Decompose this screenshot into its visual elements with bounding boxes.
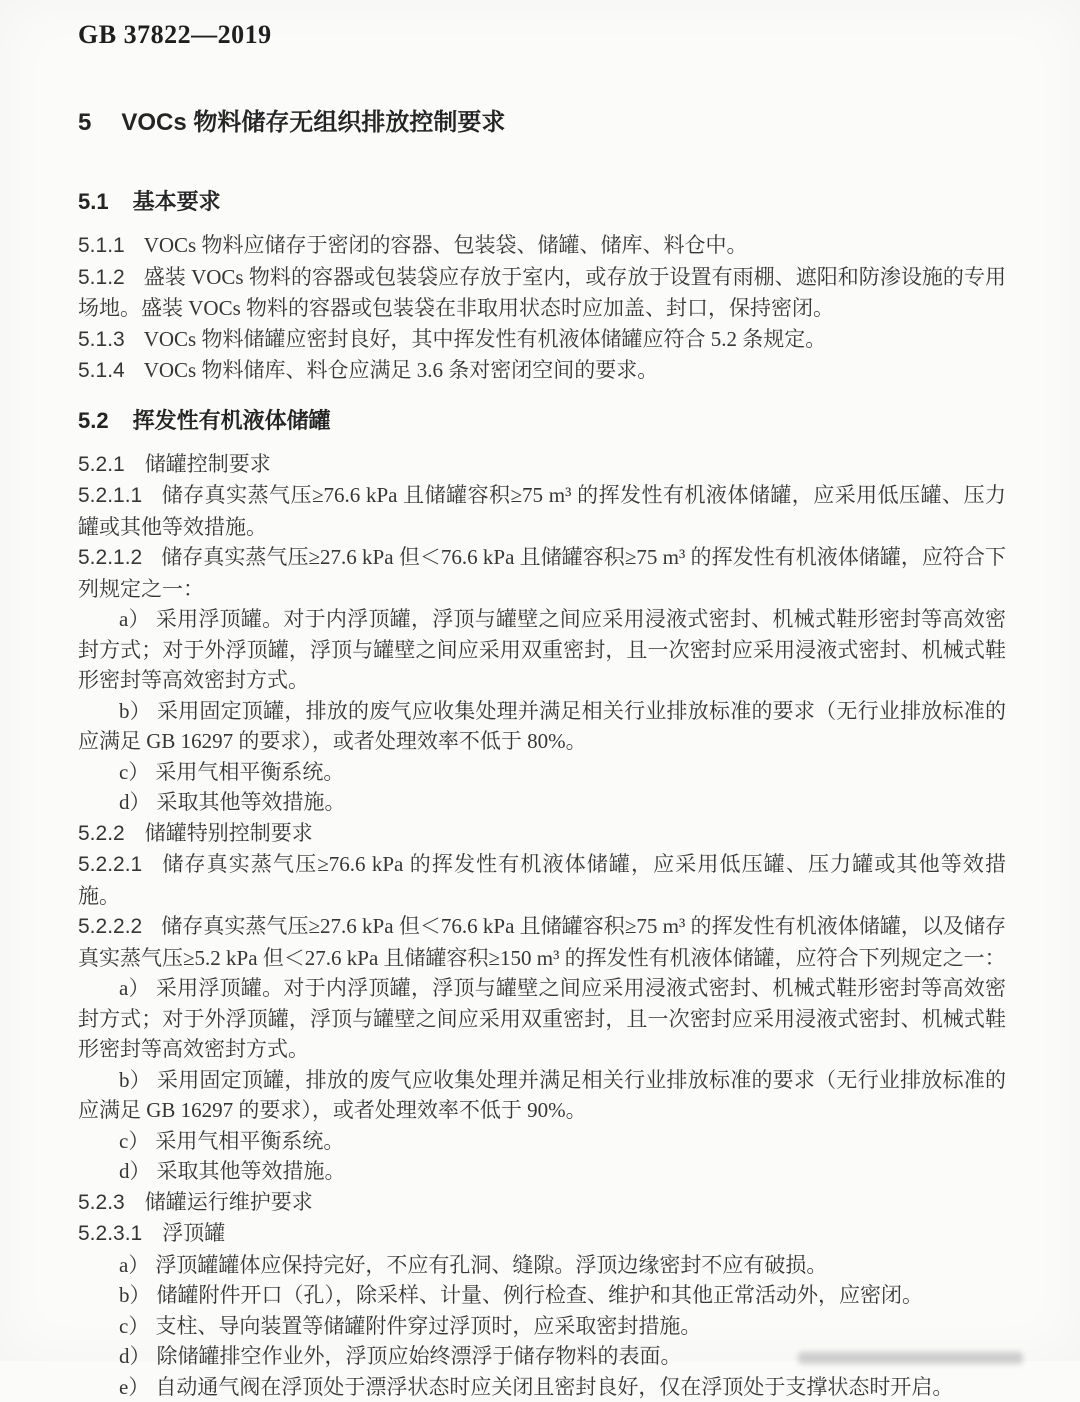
subsection-5.2.3: [78, 1187, 1006, 1219]
list-item-a-1: [78, 604, 1006, 696]
clause-title-text: VOCs 物料储库、料仓应满足 3.6 条对密闭空间的要求。: [144, 358, 659, 382]
list-item-text: 采用气相平衡系统。: [155, 1129, 344, 1153]
clause-title-text: 储存真实蒸气压≥27.6 kPa 但＜76.6 kPa 且储罐容积≥75 m³ 的挥发性有机液体储罐，以及储存真实蒸气压≥5.2 kPa 但＜27.6 kPa 且储罐容积≥150 m³ 的挥发性有机液体储罐，应符合下列规定之一：: [78, 914, 1006, 970]
clause-title-text: VOCs 物料储罐应密封良好，其中挥发性有机液体储罐应符合 5.2 条规定。: [144, 327, 827, 351]
list-item-label: c）: [119, 760, 149, 784]
scan-smudge-artifact: [798, 1352, 1023, 1364]
section-title-text: 挥发性有机液体储罐: [133, 408, 331, 433]
clause-5.1.1: [78, 230, 1006, 262]
section-5.1: [78, 185, 1006, 216]
list-item-b-3: [78, 1280, 1006, 1311]
subsection-title-text: 浮顶罐: [162, 1221, 225, 1245]
list-item-text: 采取其他等效措施。: [157, 790, 346, 814]
list-item-text: 支柱、导向装置等储罐附件穿过浮顶时，应采取密封措施。: [155, 1314, 701, 1338]
clause-5.1.3: [78, 324, 1006, 356]
list-item-text: 采用浮顶罐。对于内浮顶罐，浮顶与罐壁之间应采用浸液式密封、机械式鞋形密封等高效密封方式；对于外浮顶罐，浮顶与罐壁之间应采用双重密封，且一次密封应采用浸液式密封、机械式鞋形密封等高效密封方式。: [78, 607, 1006, 692]
list-item-label: d）: [119, 1344, 151, 1368]
clause-number: 5.2.3: [78, 1191, 125, 1214]
standard-number-header: GB 37822—2019: [78, 20, 1006, 50]
list-item-e-1: [78, 1372, 1006, 1402]
subsection-title-text: 储罐控制要求: [145, 452, 271, 476]
clause-5.1.4: [78, 355, 1006, 387]
clause-5.1.2: [78, 262, 1006, 324]
clause-title-text: VOCs 物料应储存于密闭的容器、包装袋、储罐、储库、料仓中。: [144, 233, 748, 257]
list-item-label: c）: [119, 1129, 149, 1153]
list-item-text: 采用固定顶罐，排放的废气应收集处理并满足相关行业排放标准的要求（无行业排放标准的应满足 GB 16297 的要求），或者处理效率不低于 90%。: [78, 1068, 1006, 1123]
list-item-label: a）: [119, 1253, 149, 1277]
clause-number: 5.2.1.2: [78, 546, 142, 569]
list-item-text: 除储罐排空作业外，浮顶应始终漂浮于储存物料的表面。: [157, 1344, 682, 1368]
list-item-label: d）: [119, 790, 151, 814]
list-item-text: 采用气相平衡系统。: [155, 760, 344, 784]
list-item-text: 浮顶罐罐体应保持完好，不应有孔洞、缝隙。浮顶边缘密封不应有破损。: [155, 1253, 827, 1277]
clause-number: 5.2.1: [78, 453, 125, 476]
list-item-a-3: [78, 1250, 1006, 1281]
list-item-label: b）: [119, 699, 151, 723]
list-item-c-2: [78, 1126, 1006, 1157]
subsection-5.2.3.1: [78, 1218, 1006, 1250]
subsection-title-text: 储罐特别控制要求: [145, 821, 313, 845]
clause-5.2.1.1: [78, 480, 1006, 542]
chapter-5: [78, 102, 1006, 137]
list-item-c-3: [78, 1311, 1006, 1342]
clause-title-text: 储存真实蒸气压≥76.6 kPa 且储罐容积≥75 m³ 的挥发性有机液体储罐，应采用低压罐、压力罐或其他等效措施。: [78, 483, 1006, 539]
list-item-b-2: [78, 1065, 1006, 1126]
clause-number: 5.1.4: [78, 359, 125, 382]
clause-number: 5.2: [78, 408, 109, 433]
clause-number: 5: [78, 109, 91, 136]
list-item-label: e）: [119, 1375, 149, 1399]
list-item-d-2: [78, 1156, 1006, 1187]
list-item-b-1: [78, 696, 1006, 757]
list-item-text: 采用浮顶罐。对于内浮顶罐，浮顶与罐壁之间应采用浸液式密封、机械式鞋形密封等高效密封方式；对于外浮顶罐，浮顶与罐壁之间应采用双重密封，且一次密封应采用浸液式密封、机械式鞋形密封等高效密封方式。: [78, 976, 1006, 1061]
list-item-text: 采用固定顶罐，排放的废气应收集处理并满足相关行业排放标准的要求（无行业排放标准的应满足 GB 16297 的要求），或者处理效率不低于 80%。: [78, 699, 1006, 754]
list-item-text: 采取其他等效措施。: [157, 1159, 346, 1183]
list-item-label: a）: [119, 607, 150, 631]
clause-number: 5.2.2: [78, 822, 125, 845]
clause-title-text: 盛装 VOCs 物料的容器或包装袋应存放于室内，或存放于设置有雨棚、遮阳和防渗设施的专用场地。盛装 VOCs 物料的容器或包装袋在非取用状态时应加盖、封口，保持密闭。: [78, 265, 1006, 321]
clause-title-text: 储存真实蒸气压≥76.6 kPa 的挥发性有机液体储罐，应采用低压罐、压力罐或其他等效措施。: [78, 852, 1006, 908]
list-item-label: b）: [119, 1283, 151, 1307]
list-item-a-2: [78, 973, 1006, 1065]
subsection-5.2.1: [78, 449, 1006, 481]
clause-number: 5.2.2.2: [78, 915, 142, 938]
clause-5.2.1.2: [78, 542, 1006, 604]
list-item-text: 自动通气阀在浮顶处于漂浮状态时应关闭且密封良好，仅在浮顶处于支撑状态时开启。: [155, 1375, 953, 1399]
document-body: [78, 102, 1006, 1402]
clause-number: 5.1: [78, 189, 109, 214]
section-title-text: 基本要求: [133, 189, 221, 214]
list-item-label: c）: [119, 1314, 149, 1338]
clause-number: 5.2.1.1: [78, 484, 142, 507]
list-item-label: b）: [119, 1068, 151, 1092]
list-item-text: 储罐附件开口（孔），除采样、计量、例行检查、维护和其他正常活动外，应密闭。: [157, 1283, 924, 1307]
clause-number: 5.2.3.1: [78, 1222, 142, 1245]
clause-number: 5.1.3: [78, 328, 125, 351]
clause-5.2.2.1: [78, 849, 1006, 911]
clause-5.2.2.2: [78, 911, 1006, 973]
list-item-label: d）: [119, 1159, 151, 1183]
clause-number: 5.1.1: [78, 234, 125, 257]
clause-number: 5.1.2: [78, 266, 125, 289]
clause-title-text: 储存真实蒸气压≥27.6 kPa 但＜76.6 kPa 且储罐容积≥75 m³ 的挥发性有机液体储罐，应符合下列规定之一：: [78, 545, 1006, 601]
list-item-c-1: [78, 757, 1006, 788]
chapter-title-text: VOCs 物料储存无组织排放控制要求: [121, 109, 505, 136]
subsection-5.2.2: [78, 818, 1006, 850]
subsection-title-text: 储罐运行维护要求: [145, 1190, 313, 1214]
section-5.2: [78, 404, 1006, 435]
list-item-label: a）: [119, 976, 150, 1000]
clause-number: 5.2.2.1: [78, 853, 142, 876]
list-item-d-1: [78, 787, 1006, 818]
